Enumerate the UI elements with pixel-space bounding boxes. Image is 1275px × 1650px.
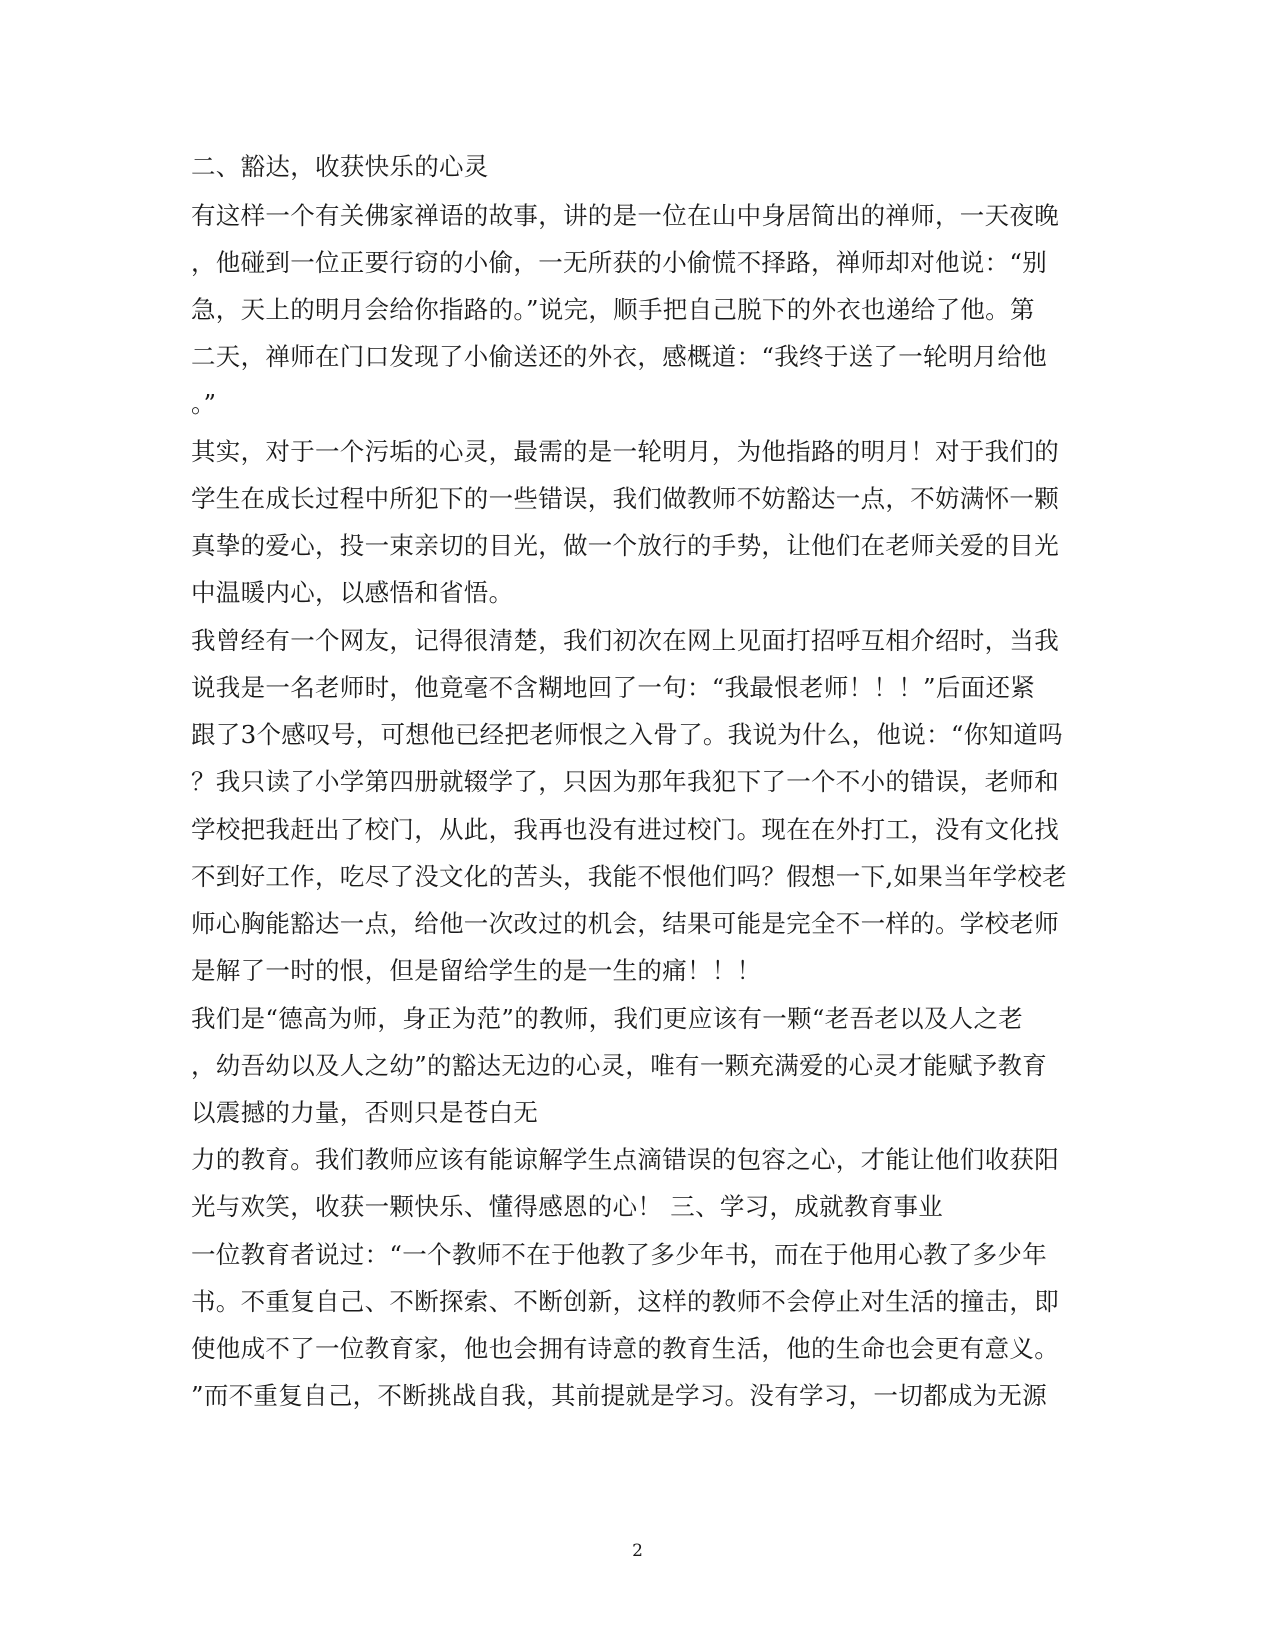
text-line: 其实，对于一个污垢的心灵，最需的是一轮明月，为他指路的明月！对于我们的	[191, 437, 1059, 466]
text-line: 不到好工作，吃尽了没文化的苦头，我能不恨他们吗？假想一下,如果当年学校老	[191, 862, 1068, 891]
text-line: ”而不重复自己，不断挑战自我，其前提就是学习。没有学习，一切都成为无源	[191, 1381, 1048, 1410]
text-line: 学生在成长过程中所犯下的一些错误，我们做教师不妨豁达一点，不妨满怀一颗	[191, 484, 1059, 513]
text-line: ，幼吾幼以及人之幼”的豁达无边的心灵，唯有一颗充满爱的心灵才能赋予教育	[191, 1051, 1048, 1080]
text-line: 书。不重复自己、不断探索、不断创新，这样的教师不会停止对生活的撞击，即	[191, 1287, 1059, 1316]
text-line: 我曾经有一个网友，记得很清楚，我们初次在网上见面打招呼互相介绍时，当我	[191, 626, 1059, 655]
text-line: 。”	[191, 389, 217, 418]
text-line: ？我只读了小学第四册就辍学了，只因为那年我犯下了一个不小的错误，老师和	[191, 767, 1059, 796]
text-line: 是解了一时的恨，但是留给学生的是一生的痛！！！	[191, 956, 762, 985]
text-line: ，他碰到一位正要行窃的小偷，一无所获的小偷慌不择路，禅师却对他说：“别	[191, 248, 1048, 277]
text-line: 有这样一个有关佛家禅语的故事，讲的是一位在山中身居简出的禅师，一天夜晚	[191, 201, 1059, 230]
text-line: 使他成不了一位教育家，他也会拥有诗意的教育生活，他的生命也会更有意义。	[191, 1334, 1059, 1363]
text-line: 二天，禅师在门口发现了小偷送还的外衣，感概道：“我终于送了一轮明月给他	[191, 342, 1048, 371]
text-line: 一位教育者说过：“一个教师不在于他教了多少年书，而在于他用心教了多少年	[191, 1240, 1048, 1269]
text-line: 光与欢笑，收获一颗快乐、懂得感恩的心！ 三、学习，成就教育事业	[191, 1192, 944, 1221]
text-line: 师心胸能豁达一点，给他一次改过的机会，结果可能是完全不一样的。学校老师	[191, 909, 1059, 938]
text-line: 真挚的爱心，投一束亲切的目光，做一个放行的手势，让他们在老师关爱的目光	[191, 531, 1059, 560]
text-line: 中温暖内心，以感悟和省悟。	[191, 578, 514, 607]
page-number: 2	[632, 1541, 643, 1561]
text-line: 跟了3个感叹号，可想他已经把老师恨之入骨了。我说为什么，他说：“你知道吗	[191, 720, 1063, 749]
text-line: 学校把我赶出了校门，从此，我再也没有进过校门。现在在外打工，没有文化找	[191, 815, 1059, 844]
text-line: 说我是一名老师时，他竟毫不含糊地回了一句：“我最恨老师！！！”后面还紧	[191, 673, 1036, 702]
text-line: 急，天上的明月会给你指路的。”说完，顺手把自己脱下的外衣也递给了他。第	[191, 295, 1035, 324]
text-line: 以震撼的力量，否则只是苍白无	[191, 1098, 539, 1127]
section-heading: 二、豁达，收获快乐的心灵	[191, 152, 489, 181]
text-line: 我们是“德高为师，身正为范”的教师，我们更应该有一颗“老吾老以及人之老	[191, 1004, 1024, 1033]
text-line: 力的教育。我们教师应该有能谅解学生点滴错误的包容之心，才能让他们收获阳	[191, 1145, 1059, 1174]
